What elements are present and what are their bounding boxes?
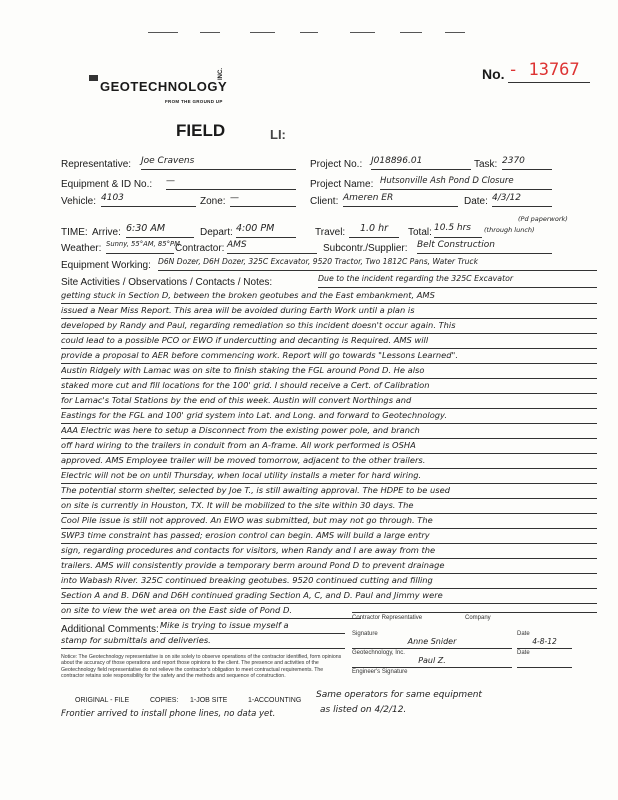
notes-line: Eastings for the FGL and 100' grid system into Lat. and Long. and forward to Geotechnology. <box>61 408 597 424</box>
logo-mark-icon <box>89 75 98 81</box>
equipment-working-label: Equipment Working: <box>61 260 151 271</box>
project-no-field[interactable]: J018896.01 <box>371 156 471 170</box>
contractor-rep-line <box>352 612 597 613</box>
notes-line: for Lamac's Total Stations by the end of this week. Austin will convert Northings and <box>61 393 597 409</box>
activities-first-line[interactable]: Due to the incident regarding the 325C Excavator <box>318 274 597 288</box>
representative-field[interactable]: Joe Cravens <box>141 156 296 170</box>
arrive-label: Arrive: <box>92 227 121 238</box>
notes-line: provide a proposal to AER before commencing work. Report will go towards "Lessons Learned". <box>61 348 597 364</box>
copies-job-site: 1-JOB SITE <box>190 697 228 704</box>
total-label: Total: <box>408 227 432 238</box>
notes-line: sign, regarding procedures and contacts for visitors, when Randy and I are away from the <box>61 543 597 559</box>
weather-field[interactable]: Sunny, 55°AM, 85°PM <box>106 240 174 254</box>
weather-label: Weather: <box>61 243 102 254</box>
time-label: TIME: <box>61 227 88 238</box>
travel-label: Travel: <box>315 227 346 238</box>
zone-label: Zone: <box>200 196 226 207</box>
notes-line: getting stuck in Section D, between the broken geotubes and the East embankment, AMS <box>61 288 597 304</box>
additional-comments-line-1[interactable]: Mike is trying to issue myself a <box>160 620 345 634</box>
notes-line: Electric will not be on until Thursday, when local utility installs a meter for hard wiring. <box>61 468 597 484</box>
additional-comments-line-2[interactable]: stamp for submittals and deliveries. <box>61 635 345 649</box>
notes-line: Section A and B. D6N and D6H continued grading Section A, C, and D. Paul and Jimmy were <box>61 588 597 604</box>
date-label-signature: Date <box>517 631 530 637</box>
contractor-rep-label: Contractor Representative <box>352 615 423 621</box>
vehicle-label: Vehicle: <box>61 196 97 207</box>
logo-suffix: INC. <box>218 68 224 80</box>
form-title: FIELD <box>176 121 226 140</box>
copies-accounting: 1-ACCOUNTING <box>248 697 302 704</box>
company-logo: GEOTECHNOLOGY <box>100 79 228 94</box>
contractor-field[interactable]: AMS <box>227 240 317 254</box>
same-operators-note-1: Same operators for same equipment <box>316 690 482 700</box>
frontier-note: Frontier arrived to install phone lines, no data yet. <box>61 709 276 719</box>
scan-mark <box>400 32 422 33</box>
notes-line: on site to view the wet area on the East side of Pond D. <box>61 603 361 619</box>
notes-line: The potential storm shelter, selected by Joe T., is still awaiting approval. The HDPE to be used <box>61 483 597 499</box>
same-operators-note-2: as listed on 4/2/12. <box>320 705 407 715</box>
signature-label: Signature <box>352 631 378 637</box>
equipment-working-field[interactable]: D6N Dozer, D6H Dozer, 325C Excavator, 9520 Tractor, Two 1812C Pans, Water Truck <box>158 257 597 271</box>
scan-mark <box>250 32 275 33</box>
vehicle-field[interactable]: 4103 <box>101 193 196 207</box>
scan-mark <box>200 32 220 33</box>
equipment-id-field[interactable]: — <box>166 176 296 190</box>
project-name-label: Project Name: <box>310 179 374 190</box>
report-no-underline <box>508 82 590 83</box>
contractor-label: Contractor: <box>175 243 225 254</box>
total-field[interactable]: 10.5 hrs <box>434 223 482 238</box>
signature-field[interactable]: Anne Snider <box>352 637 512 649</box>
subcontr-label: Subcontr./Supplier: <box>323 243 408 254</box>
notes-line: developed by Randy and Paul, regarding remediation so this incident doesn't occur again. This <box>61 318 597 334</box>
date-field[interactable]: 4/3/12 <box>492 193 552 207</box>
scan-mark <box>300 32 318 33</box>
notes-line: SWP3 time constraint has passed; erosion control can begin. AMS will build a large entry <box>61 528 597 544</box>
form-title-rest: LI: <box>270 127 286 142</box>
notes-line: Cool Pile issue is still not approved. An EWO was submitted, but may not go through. The <box>61 513 597 529</box>
scan-mark <box>350 32 375 33</box>
notes-line: trailers. AMS will consistently provide a temporary berm around Pond D to prevent drainage <box>61 558 597 574</box>
arrive-field[interactable]: 6:30 AM <box>126 223 194 238</box>
company-label: Company <box>465 615 491 621</box>
copies-original: ORIGINAL - FILE <box>75 697 130 704</box>
depart-label: Depart: <box>200 227 233 238</box>
logo-tagline: FROM THE GROUND UP <box>165 99 223 104</box>
client-field[interactable]: Ameren ER <box>343 193 458 207</box>
activities-label: Site Activities / Observations / Contacts / Notes: <box>61 277 273 288</box>
notes-line: off hard wiring to the trailers in conduit from an A-frame. All work performed is OSHA <box>61 438 597 454</box>
date-label-engineer: Date <box>517 650 530 656</box>
travel-field[interactable]: 1.0 hr <box>349 223 399 238</box>
copies-label: COPIES: <box>150 697 179 704</box>
subcontr-field[interactable]: Belt Construction <box>417 240 552 254</box>
signature-date-field[interactable]: 4-8-12 <box>517 637 572 649</box>
notes-line: could lead to a possible PCO or EWO if undercutting and decanting is Required. AMS will <box>61 333 597 349</box>
date-label: Date: <box>464 196 488 207</box>
engineer-signature-label: Engineer's Signature <box>352 669 408 675</box>
depart-field[interactable]: 4:00 PM <box>236 223 296 238</box>
notes-line: into Wabash River. 325C continued breaking geotubes. 9520 continued cutting and filling <box>61 573 597 589</box>
task-label: Task: <box>474 159 498 170</box>
notes-line: Austin Ridgely with Lamac was on site to finish staking the FGL around Pond D. He also <box>61 363 597 379</box>
project-name-field[interactable]: Hutsonville Ash Pond D Closure <box>380 176 552 190</box>
notice-text: Notice: The Geotechnology representative is on site solely to observe operations of the contractor identified, form opinions about the accuracy of those operations and report those opinions to the client. The presence and activities of the Geotechnology field representative do not relieve the contractor's obligation to meet contractual requirements. The contractor retains sole responsibility for the safety and the methods and sequence of construction. <box>61 654 342 679</box>
scan-mark <box>445 32 465 33</box>
equipment-id-label: Equipment & ID No.: <box>61 179 153 190</box>
notes-line: approved. AMS Employee trailer will be moved tomorrow, adjacent to the other trailers. <box>61 453 597 469</box>
notes-line: AAA Electric was here to setup a Disconnect from the existing power pole, and branch <box>61 423 597 439</box>
engineer-date-field[interactable] <box>517 656 572 668</box>
representative-label: Representative: <box>61 159 132 170</box>
total-note-2: (through lunch) <box>484 226 535 234</box>
total-note-1: (Pd paperwork) <box>518 215 568 223</box>
notes-line: issued a Near Miss Report. This area will be avoided during Earth Work until a plan is <box>61 303 597 319</box>
engineer-signature-field[interactable]: Paul Z. <box>352 656 512 668</box>
notes-line: on site is currently in Houston, TX. It will be mobilized to the site within 30 days. The <box>61 498 597 514</box>
geotech-label: Geotechnology, Inc. <box>352 650 405 656</box>
report-no-label: No. <box>482 66 505 82</box>
zone-field[interactable]: — <box>230 193 296 207</box>
project-no-label: Project No.: <box>310 159 363 170</box>
scan-mark <box>148 32 178 33</box>
notes-line: staked more cut and fill locations for the 100' grid. I should receive a Cert. of Calibration <box>61 378 597 394</box>
client-label: Client: <box>310 196 339 207</box>
task-field[interactable]: 2370 <box>502 156 552 170</box>
additional-comments-label: Additional Comments: <box>61 624 159 635</box>
report-number: - 13767 <box>508 60 580 80</box>
